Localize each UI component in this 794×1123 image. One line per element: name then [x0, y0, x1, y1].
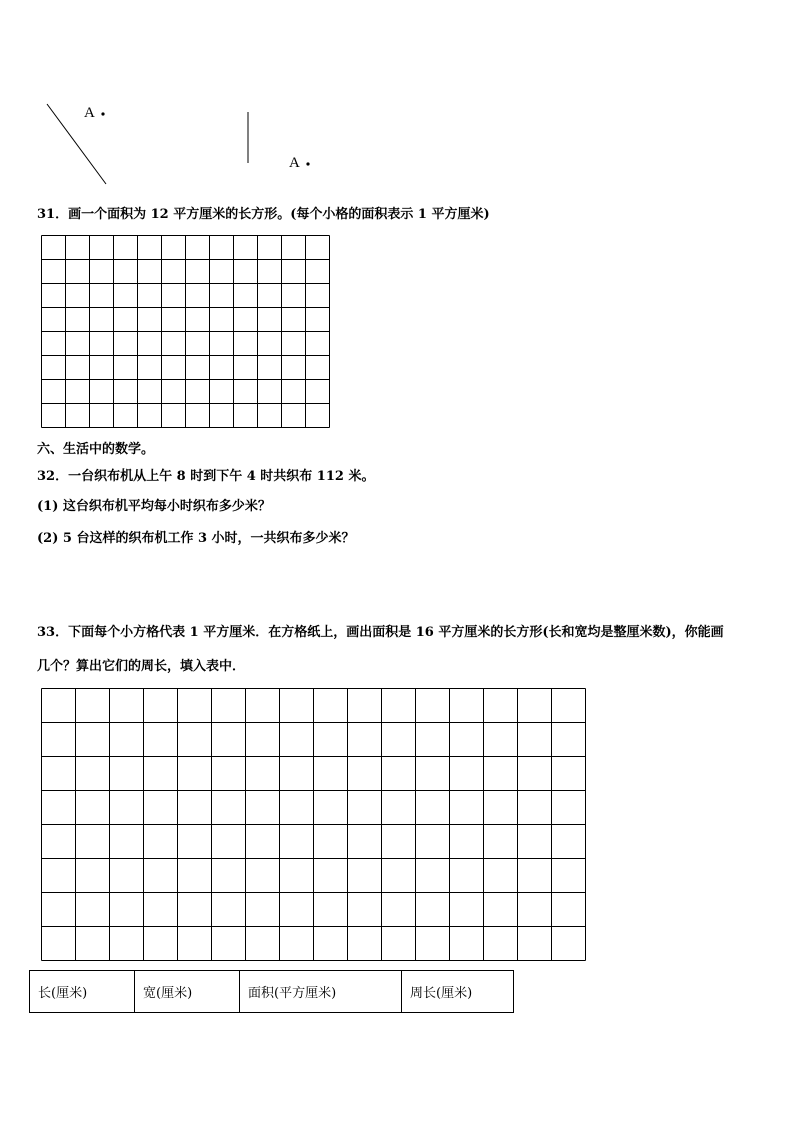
header-area: 面积(平方厘米)	[240, 971, 402, 1013]
header-width: 宽(厘米)	[135, 971, 240, 1013]
point-a-right-dot	[306, 162, 309, 165]
grid-q31	[41, 235, 330, 434]
question-32-sub2: (2) 5 台这样的织布机工作 3 小时，一共织布多少米？	[37, 531, 355, 546]
grid-q33	[41, 688, 587, 961]
question-32-text: 32．一台织布机从上午 8 时到下午 4 时共织布 112 米。	[37, 469, 375, 484]
section-6-title: 六、生活中的数学。	[37, 442, 155, 457]
header-perimeter: 周长(厘米)	[402, 971, 514, 1013]
diagonal-line	[47, 104, 106, 184]
table-row	[30, 971, 514, 1013]
point-a-right-label: A	[289, 155, 300, 171]
point-a-left-dot	[101, 112, 104, 115]
point-a-left-label: A	[84, 105, 95, 121]
question-33-line1: 33．下面每个小方格代表 1 平方厘米．在方格纸上，画出面积是 16 平方厘米的长方形(长和宽均是整厘米数)，你能画	[37, 625, 724, 640]
question-33-line2: 几个？算出它们的周长，填入表中．	[37, 659, 246, 674]
question-32-sub1: (1) 这台织布机平均每小时织布多少米？	[37, 499, 271, 514]
answer-table	[29, 970, 514, 1013]
header-length: 长(厘米)	[30, 971, 135, 1013]
figure-lines	[0, 0, 794, 200]
question-31-text: 31．画一个面积为 12 平方厘米的长方形。(每个小格的面积表示 1 平方厘米)	[37, 207, 490, 222]
